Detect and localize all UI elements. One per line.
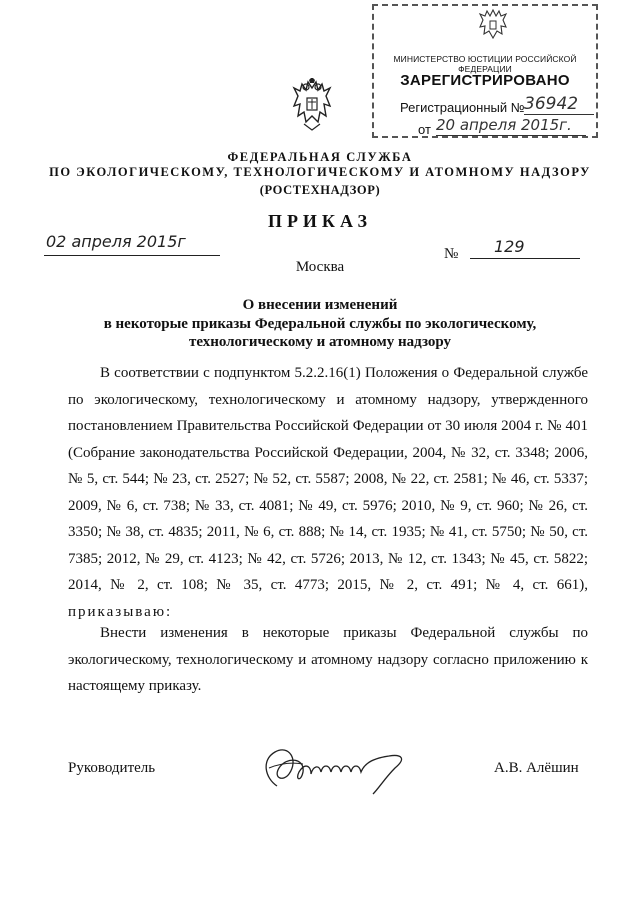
coat-of-arms-emblem (290, 78, 334, 134)
stamp-date: 20 апреля 2015г. (436, 115, 586, 136)
order-number: 129 (494, 237, 525, 256)
order-date: 02 апреля 2015г (46, 232, 186, 251)
agency-name-line2: ПО ЭКОЛОГИЧЕСКОМУ, ТЕХНОЛОГИЧЕСКОМУ И АТОМНОМУ НАДЗОРУ (49, 165, 591, 179)
order-verb: приказываю: (68, 603, 173, 620)
agency-name-line1: ФЕДЕРАЛЬНАЯ СЛУЖБА (227, 150, 413, 164)
signer-title: Руководитель (68, 760, 156, 776)
subject-line3: технологическому и атомному надзору (188, 334, 452, 350)
signer-name: А.В. Алёшин (494, 760, 579, 776)
stamp-ministry: МИНИСТЕРСТВО ЮСТИЦИИ РОССИЙСКОЙ ФЕДЕРАЦИИ (393, 54, 577, 74)
body-paragraph-1 (68, 360, 588, 625)
order-subject (60, 296, 580, 352)
stamp-from-label: от (418, 122, 431, 137)
document-title: ПРИКАЗ (267, 211, 373, 231)
stamp-regno-label: Регистрационный № (400, 100, 525, 115)
subject-line2: в некоторые приказы Федеральной службы по экологическому, (103, 315, 537, 332)
city: Москва (295, 259, 345, 275)
stamp-emblem-icon (478, 8, 508, 42)
date-underline (44, 255, 220, 256)
paragraph-2-text: Внести изменения в некоторые приказы Федеральной службы по экологическому, технологическому и атомному надзору согласно приложению к настоящему приказу. (68, 625, 588, 694)
number-sign: № (444, 246, 459, 262)
agency-short-name: (РОСТЕХНАДЗОР) (259, 183, 381, 197)
paragraph-1-text: В соответствии с подпунктом 5.2.2.16(1) Положения о Федеральной службе по экологическому, технологическому и атомному надзору, утвержденного постановлением Правительства Российской Федерации от 30 июля 2004 г. № 401 (Собрание законодательства Российской Федерации, 2004, № 32, ст. 3348; 2006, № 5, ст. 544; № 23, ст. 2527; № 52, ст. 5587; 2008, № 22, ст. 2581; № 46, ст. 5337; 2009, № 6, ст. 738; № 33, ст. 4081; № 49, ст. 5976; 2010, № 9, ст. 960; № 26, ст. 3350; № 38, ст. 4835; 2011, № 6, ст. 888; № 14, ст. 1935; № 41, ст. 5750; № 50, ст. 7385; 2012, № 29, ст. 4123; № 42, ст. 5726; 2013, № 12, ст. 1343; № 45, ст. 5822; 2014, № 2, ст. 108; № 35, ст. 4773; 2015, № 2, ст. 491; № 4, ст. 661), (68, 365, 588, 593)
handwritten-signature (255, 738, 425, 798)
body-paragraph-2 (68, 620, 588, 700)
stamp-regno: 36942 (524, 94, 594, 115)
stamp-registered: ЗАРЕГИСТРИРОВАНО (400, 72, 570, 89)
registration-stamp (372, 4, 598, 138)
subject-line1: О внесении изменений (242, 297, 398, 313)
